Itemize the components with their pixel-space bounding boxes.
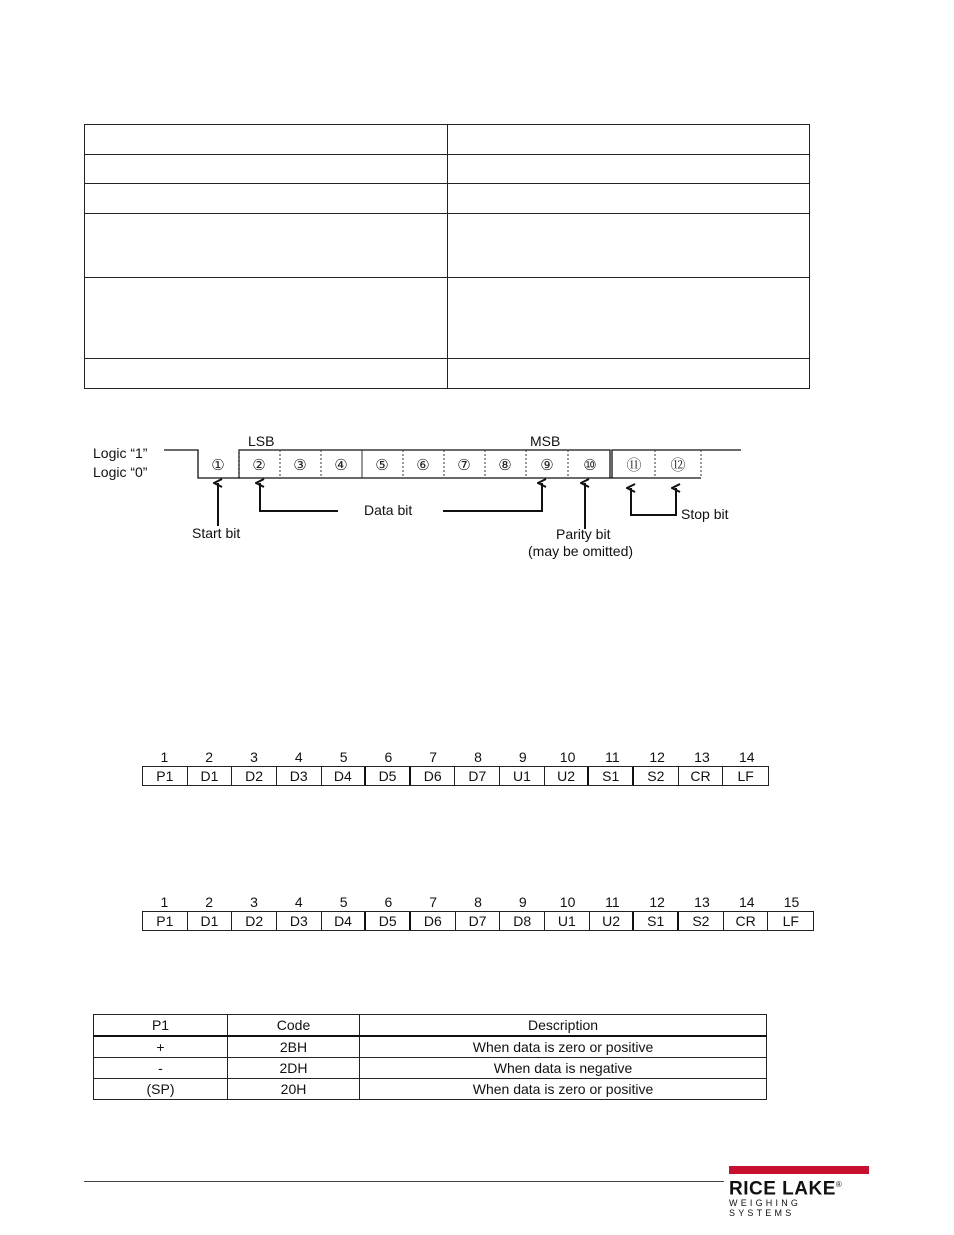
serial-timing-diagram <box>84 425 764 570</box>
position-number: 7 <box>429 894 438 910</box>
position-number: 6 <box>384 894 393 910</box>
frame-14-fields <box>142 766 769 786</box>
field-cell: D4 <box>322 912 367 930</box>
field-cell: CR <box>679 767 724 785</box>
field-cell: LF <box>782 913 799 929</box>
spec-cell <box>448 359 810 389</box>
logic-high-label: Logic “1” <box>93 445 148 461</box>
spec-cell <box>85 278 448 359</box>
spec-cell <box>448 184 810 214</box>
position-number: 1 <box>160 894 169 910</box>
position-number: 8 <box>474 749 482 765</box>
stop-bit-arrow <box>631 488 676 515</box>
field-cell: P1 <box>143 767 188 785</box>
logic-low-label: Logic “0” <box>93 464 148 480</box>
column-header-description: Description <box>360 1015 767 1037</box>
position-number: 6 <box>384 749 393 765</box>
annotation-arrows <box>218 483 676 529</box>
position-number: 9 <box>518 749 527 765</box>
spec-cell <box>448 278 810 359</box>
position-number: 1 <box>160 749 169 765</box>
spec-cell <box>85 214 448 278</box>
data-bit-arrow-left <box>260 483 338 511</box>
field-cell: P1 <box>143 912 188 930</box>
field-cell: U2 <box>590 912 635 930</box>
bit-1: ① <box>211 456 225 474</box>
rice-lake-logo <box>729 1166 869 1218</box>
field-cell: D3 <box>277 767 322 785</box>
frame-15-fields <box>142 911 814 931</box>
registered-mark: ® <box>835 1180 843 1189</box>
table-row <box>94 1058 767 1079</box>
logo-brand-text <box>729 1176 869 1198</box>
position-number: 11 <box>605 749 620 765</box>
bit-11: ⑪ <box>626 456 642 474</box>
p1-code-table <box>93 1014 767 1100</box>
field-cell: D4 <box>322 767 367 785</box>
p1-cell: + <box>94 1036 228 1058</box>
column-header-p1: P1 <box>94 1015 228 1037</box>
position-number: 3 <box>250 894 258 910</box>
frame-15-positions <box>142 893 814 911</box>
position-number: 4 <box>294 749 303 765</box>
position-number: 3 <box>250 749 258 765</box>
code-cell: 2BH <box>228 1036 360 1058</box>
code-cell: 20H <box>228 1079 360 1100</box>
field-cell: S2 <box>634 767 679 785</box>
position-number: 12 <box>649 894 665 910</box>
table-row <box>94 1079 767 1100</box>
p1-cell: (SP) <box>94 1079 228 1100</box>
position-number: 8 <box>474 894 482 910</box>
bit-2: ② <box>252 456 266 474</box>
field-cell: D5 <box>366 912 411 930</box>
position-number: 13 <box>694 894 710 910</box>
field-cell: S2 <box>679 912 724 930</box>
table-row <box>94 1036 767 1058</box>
position-number: 12 <box>649 749 665 765</box>
bit-9: ⑨ <box>540 456 554 474</box>
spec-cell <box>85 155 448 184</box>
spec-cell <box>85 184 448 214</box>
code-cell: 2DH <box>228 1058 360 1079</box>
bit-10: ⑩ <box>583 456 597 474</box>
position-number: 4 <box>294 894 303 910</box>
position-number: 2 <box>205 749 214 765</box>
field-cell: D7 <box>455 767 500 785</box>
field-cell: CR <box>724 912 769 930</box>
field-cell: D3 <box>277 912 322 930</box>
spec-cell <box>85 359 448 389</box>
field-cell: D6 <box>411 912 456 930</box>
footer-rule <box>84 1181 724 1182</box>
spec-table <box>84 124 810 389</box>
field-cell: U1 <box>500 767 545 785</box>
table-header-row <box>94 1015 767 1037</box>
logo-tagline: WEIGHING SYSTEMS <box>729 1198 802 1219</box>
bit-12: ⑫ <box>670 456 686 474</box>
field-cell: D5 <box>366 767 411 785</box>
position-number: 13 <box>694 749 710 765</box>
spec-cell <box>85 125 448 155</box>
waveform-line <box>164 450 741 478</box>
frame-14-positions <box>142 748 769 766</box>
frame-15-table <box>142 893 814 931</box>
field-cell: D2 <box>232 912 277 930</box>
logo-red-bar <box>729 1166 869 1174</box>
lsb-label: LSB <box>248 433 275 449</box>
field-cell: D1 <box>188 767 233 785</box>
stop-bit-label: Stop bit <box>681 506 729 522</box>
field-cell: D1 <box>188 912 233 930</box>
data-bit-label: Data bit <box>364 502 413 518</box>
field-cell: D6 <box>411 767 456 785</box>
spec-cell <box>448 155 810 184</box>
spec-cell <box>448 125 810 155</box>
bit-8: ⑧ <box>498 456 512 474</box>
bit-6: ⑥ <box>416 456 430 474</box>
p1-cell: - <box>94 1058 228 1079</box>
position-number: 5 <box>339 749 348 765</box>
bit-5: ⑤ <box>375 456 389 474</box>
frame-14-table <box>142 748 769 786</box>
description-cell: When data is zero or positive <box>360 1079 767 1100</box>
field-cell: D7 <box>456 912 501 930</box>
position-number: 7 <box>429 749 438 765</box>
position-number: 9 <box>518 894 527 910</box>
field-cell: U1 <box>545 912 590 930</box>
brand-name: RICE LAKE <box>729 1178 836 1200</box>
bit-7: ⑦ <box>457 456 471 474</box>
start-bit-label: Start bit <box>192 525 241 541</box>
parity-note: (may be omitted) <box>528 543 634 559</box>
field-cell: U2 <box>545 767 590 785</box>
msb-label: MSB <box>530 433 561 449</box>
position-number: 14 <box>738 894 755 910</box>
position-number: 15 <box>783 894 800 910</box>
spec-cell <box>448 214 810 278</box>
position-number: 2 <box>205 894 214 910</box>
bit-3: ③ <box>293 456 307 474</box>
data-bit-arrow-right <box>443 483 542 511</box>
parity-bit-label: Parity bit <box>556 526 611 542</box>
column-header-code: Code <box>228 1015 360 1037</box>
position-number: 10 <box>559 749 576 765</box>
field-cell: D2 <box>232 767 277 785</box>
position-number: 5 <box>339 894 348 910</box>
field-cell: S1 <box>589 767 634 785</box>
position-number: 14 <box>738 749 755 765</box>
position-number: 10 <box>559 894 576 910</box>
description-cell: When data is zero or positive <box>360 1036 767 1058</box>
position-number: 11 <box>605 894 620 910</box>
field-cell: S1 <box>634 912 679 930</box>
description-cell: When data is negative <box>360 1058 767 1079</box>
bit-4: ④ <box>334 456 348 474</box>
field-cell: D8 <box>500 912 545 930</box>
field-cell: LF <box>737 768 754 784</box>
